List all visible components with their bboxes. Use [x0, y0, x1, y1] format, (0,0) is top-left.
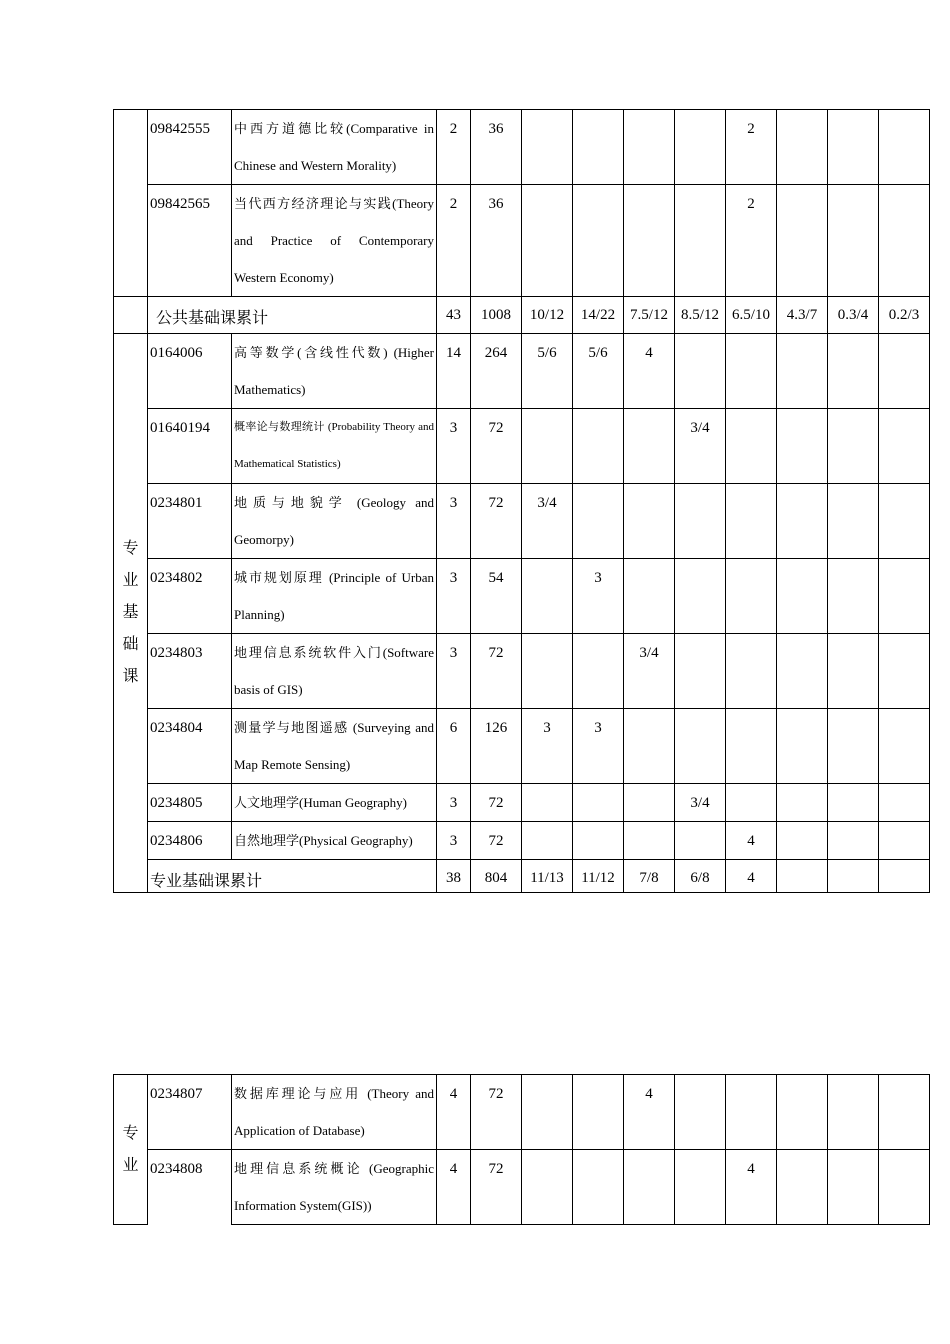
course-table-2	[113, 1074, 930, 1225]
semester-8	[879, 185, 930, 297]
credits: 3	[437, 822, 471, 860]
category-char: 课	[122, 668, 139, 685]
category-char: 础	[122, 636, 139, 653]
table-row	[114, 1150, 930, 1225]
semester-4	[675, 822, 726, 860]
semester-4	[675, 110, 726, 185]
semester-8	[879, 822, 930, 860]
semester-2	[573, 784, 624, 822]
semester-1	[522, 1075, 573, 1150]
table-row	[114, 634, 930, 709]
semester-2	[573, 484, 624, 559]
semester-7: 0.3/4	[828, 297, 879, 334]
semester-6	[777, 110, 828, 185]
semester-4: 3/4	[675, 409, 726, 484]
hours: 72	[471, 634, 522, 709]
semester-5: 2	[726, 110, 777, 185]
hours: 72	[471, 409, 522, 484]
semester-3	[624, 709, 675, 784]
semester-3	[624, 409, 675, 484]
semester-2: 5/6	[573, 334, 624, 409]
public-basic-total-row	[114, 297, 930, 334]
table-row	[114, 185, 930, 297]
credits: 3	[437, 409, 471, 484]
semester-7	[828, 110, 879, 185]
semester-3	[624, 822, 675, 860]
table-row	[114, 334, 930, 409]
course-code: 0234808	[148, 1150, 232, 1225]
course-code: 0234802	[148, 559, 232, 634]
hours: 264	[471, 334, 522, 409]
semester-8	[879, 110, 930, 185]
category-char: 基	[122, 604, 139, 621]
semester-1: 11/13	[522, 860, 573, 893]
semester-4	[675, 709, 726, 784]
course-code: 01640194	[148, 409, 232, 484]
table-row	[114, 822, 930, 860]
semester-1: 5/6	[522, 334, 573, 409]
semester-1	[522, 634, 573, 709]
semester-8	[879, 559, 930, 634]
total-credits: 38	[437, 860, 471, 893]
semester-2	[573, 634, 624, 709]
semester-6	[777, 784, 828, 822]
hours: 72	[471, 1075, 522, 1150]
course-name: 人文地理学(Human Geography)	[232, 784, 437, 822]
table-row	[114, 484, 930, 559]
course-name: 当代西方经济理论与实践(Theory and Practice of Contemporary Western Economy)	[232, 185, 437, 297]
credits: 14	[437, 334, 471, 409]
credits: 4	[437, 1150, 471, 1225]
semester-2	[573, 1150, 624, 1225]
credits: 2	[437, 185, 471, 297]
course-name: 地理信息系统软件入门(Software basis of GIS)	[232, 634, 437, 709]
semester-6	[777, 484, 828, 559]
semester-1: 3/4	[522, 484, 573, 559]
semester-2: 3	[573, 709, 624, 784]
course-name: 自然地理学(Physical Geography)	[232, 822, 437, 860]
semester-3: 3/4	[624, 634, 675, 709]
course-code: 0234801	[148, 484, 232, 559]
semester-7	[828, 822, 879, 860]
semester-4	[675, 185, 726, 297]
semester-8	[879, 1150, 930, 1225]
semester-3: 4	[624, 334, 675, 409]
total-credits: 43	[437, 297, 471, 334]
hours: 36	[471, 110, 522, 185]
semester-7	[828, 185, 879, 297]
semester-1	[522, 110, 573, 185]
semester-1	[522, 1150, 573, 1225]
category-char: 业	[122, 572, 139, 589]
table-row	[114, 1075, 930, 1150]
major-basic-total-row	[114, 860, 930, 893]
semester-2: 11/12	[573, 860, 624, 893]
semester-1	[522, 185, 573, 297]
semester-7	[828, 484, 879, 559]
semester-2: 14/22	[573, 297, 624, 334]
hours: 72	[471, 822, 522, 860]
table-row	[114, 110, 930, 185]
hours: 72	[471, 784, 522, 822]
category-char: 专	[122, 540, 139, 557]
semester-5: 2	[726, 185, 777, 297]
semester-4	[675, 334, 726, 409]
semester-6	[777, 1150, 828, 1225]
semester-5	[726, 1075, 777, 1150]
course-table-1	[113, 109, 930, 893]
semester-3	[624, 1150, 675, 1225]
semester-3	[624, 110, 675, 185]
semester-8: 0.2/3	[879, 297, 930, 334]
course-code: 09842565	[148, 185, 232, 297]
semester-2: 3	[573, 559, 624, 634]
semester-3	[624, 185, 675, 297]
semester-6	[777, 409, 828, 484]
category-cell-continued	[114, 110, 148, 297]
semester-4	[675, 1075, 726, 1150]
credits: 4	[437, 1075, 471, 1150]
semester-5	[726, 409, 777, 484]
semester-6	[777, 1075, 828, 1150]
semester-3	[624, 784, 675, 822]
hours: 54	[471, 559, 522, 634]
table-row	[114, 559, 930, 634]
semester-8	[879, 409, 930, 484]
total-label: 公共基础课累计	[148, 297, 437, 334]
semester-5: 4	[726, 860, 777, 893]
credits: 3	[437, 784, 471, 822]
total-label: 专业基础课累计	[148, 860, 437, 893]
table-row	[114, 709, 930, 784]
semester-3	[624, 484, 675, 559]
course-name: 地理信息系统概论 (Geographic Information System(GIS))	[232, 1150, 437, 1225]
category-cell-continued	[114, 297, 148, 334]
semester-3: 7.5/12	[624, 297, 675, 334]
semester-2	[573, 185, 624, 297]
course-code: 0234803	[148, 634, 232, 709]
total-hours: 1008	[471, 297, 522, 334]
semester-6	[777, 709, 828, 784]
semester-8	[879, 784, 930, 822]
hours: 36	[471, 185, 522, 297]
semester-4: 6/8	[675, 860, 726, 893]
credits: 3	[437, 484, 471, 559]
semester-6	[777, 634, 828, 709]
semester-5: 4	[726, 822, 777, 860]
hours: 72	[471, 1150, 522, 1225]
semester-4	[675, 1150, 726, 1225]
semester-7	[828, 634, 879, 709]
category-char: 专	[122, 1124, 139, 1142]
semester-3: 7/8	[624, 860, 675, 893]
semester-3: 4	[624, 1075, 675, 1150]
course-code: 0234807	[148, 1075, 232, 1150]
credits: 3	[437, 634, 471, 709]
semester-7	[828, 709, 879, 784]
semester-7	[828, 784, 879, 822]
course-code: 0164006	[148, 334, 232, 409]
category-major	[114, 1075, 148, 1225]
semester-8	[879, 334, 930, 409]
semester-7	[828, 1150, 879, 1225]
semester-1: 3	[522, 709, 573, 784]
hours: 126	[471, 709, 522, 784]
semester-5	[726, 634, 777, 709]
category-char: 业	[122, 1156, 139, 1174]
table-row	[114, 784, 930, 822]
semester-6	[777, 559, 828, 634]
semester-1	[522, 409, 573, 484]
course-name: 中西方道德比较(Comparative in Chinese and Western Morality)	[232, 110, 437, 185]
semester-2	[573, 1075, 624, 1150]
semester-5	[726, 559, 777, 634]
course-code: 0234805	[148, 784, 232, 822]
semester-4: 8.5/12	[675, 297, 726, 334]
semester-6	[777, 822, 828, 860]
course-name: 地质与地貌学 (Geology and Geomorpy)	[232, 484, 437, 559]
semester-5: 4	[726, 1150, 777, 1225]
semester-4: 3/4	[675, 784, 726, 822]
credits: 2	[437, 110, 471, 185]
semester-2	[573, 110, 624, 185]
course-name: 概率论与数理统计 (Probability Theory and Mathematical Statistics)	[232, 409, 437, 484]
course-name: 高等数学(含线性代数) (Higher Mathematics)	[232, 334, 437, 409]
semester-5	[726, 784, 777, 822]
credits: 3	[437, 559, 471, 634]
semester-1	[522, 822, 573, 860]
semester-1	[522, 559, 573, 634]
semester-8	[879, 860, 930, 893]
semester-4	[675, 484, 726, 559]
semester-6	[777, 185, 828, 297]
semester-1	[522, 784, 573, 822]
semester-7	[828, 409, 879, 484]
semester-7	[828, 559, 879, 634]
semester-2	[573, 822, 624, 860]
hours: 72	[471, 484, 522, 559]
semester-3	[624, 559, 675, 634]
semester-4	[675, 634, 726, 709]
semester-5	[726, 484, 777, 559]
course-code: 0234804	[148, 709, 232, 784]
course-name: 城市规划原理 (Principle of Urban Planning)	[232, 559, 437, 634]
course-name: 数据库理论与应用 (Theory and Application of Database)	[232, 1075, 437, 1150]
semester-6: 4.3/7	[777, 297, 828, 334]
semester-6	[777, 334, 828, 409]
credits: 6	[437, 709, 471, 784]
total-hours: 804	[471, 860, 522, 893]
semester-6	[777, 860, 828, 893]
semester-1: 10/12	[522, 297, 573, 334]
semester-7	[828, 1075, 879, 1150]
semester-2	[573, 409, 624, 484]
semester-5	[726, 334, 777, 409]
semester-8	[879, 634, 930, 709]
semester-5: 6.5/10	[726, 297, 777, 334]
semester-7	[828, 334, 879, 409]
semester-4	[675, 559, 726, 634]
semester-8	[879, 1075, 930, 1150]
semester-8	[879, 709, 930, 784]
table-row	[114, 409, 930, 484]
semester-5	[726, 709, 777, 784]
semester-8	[879, 484, 930, 559]
category-major-basic	[114, 334, 148, 893]
course-code: 09842555	[148, 110, 232, 185]
course-code: 0234806	[148, 822, 232, 860]
course-name: 测量学与地图遥感 (Surveying and Map Remote Sensing)	[232, 709, 437, 784]
semester-7	[828, 860, 879, 893]
